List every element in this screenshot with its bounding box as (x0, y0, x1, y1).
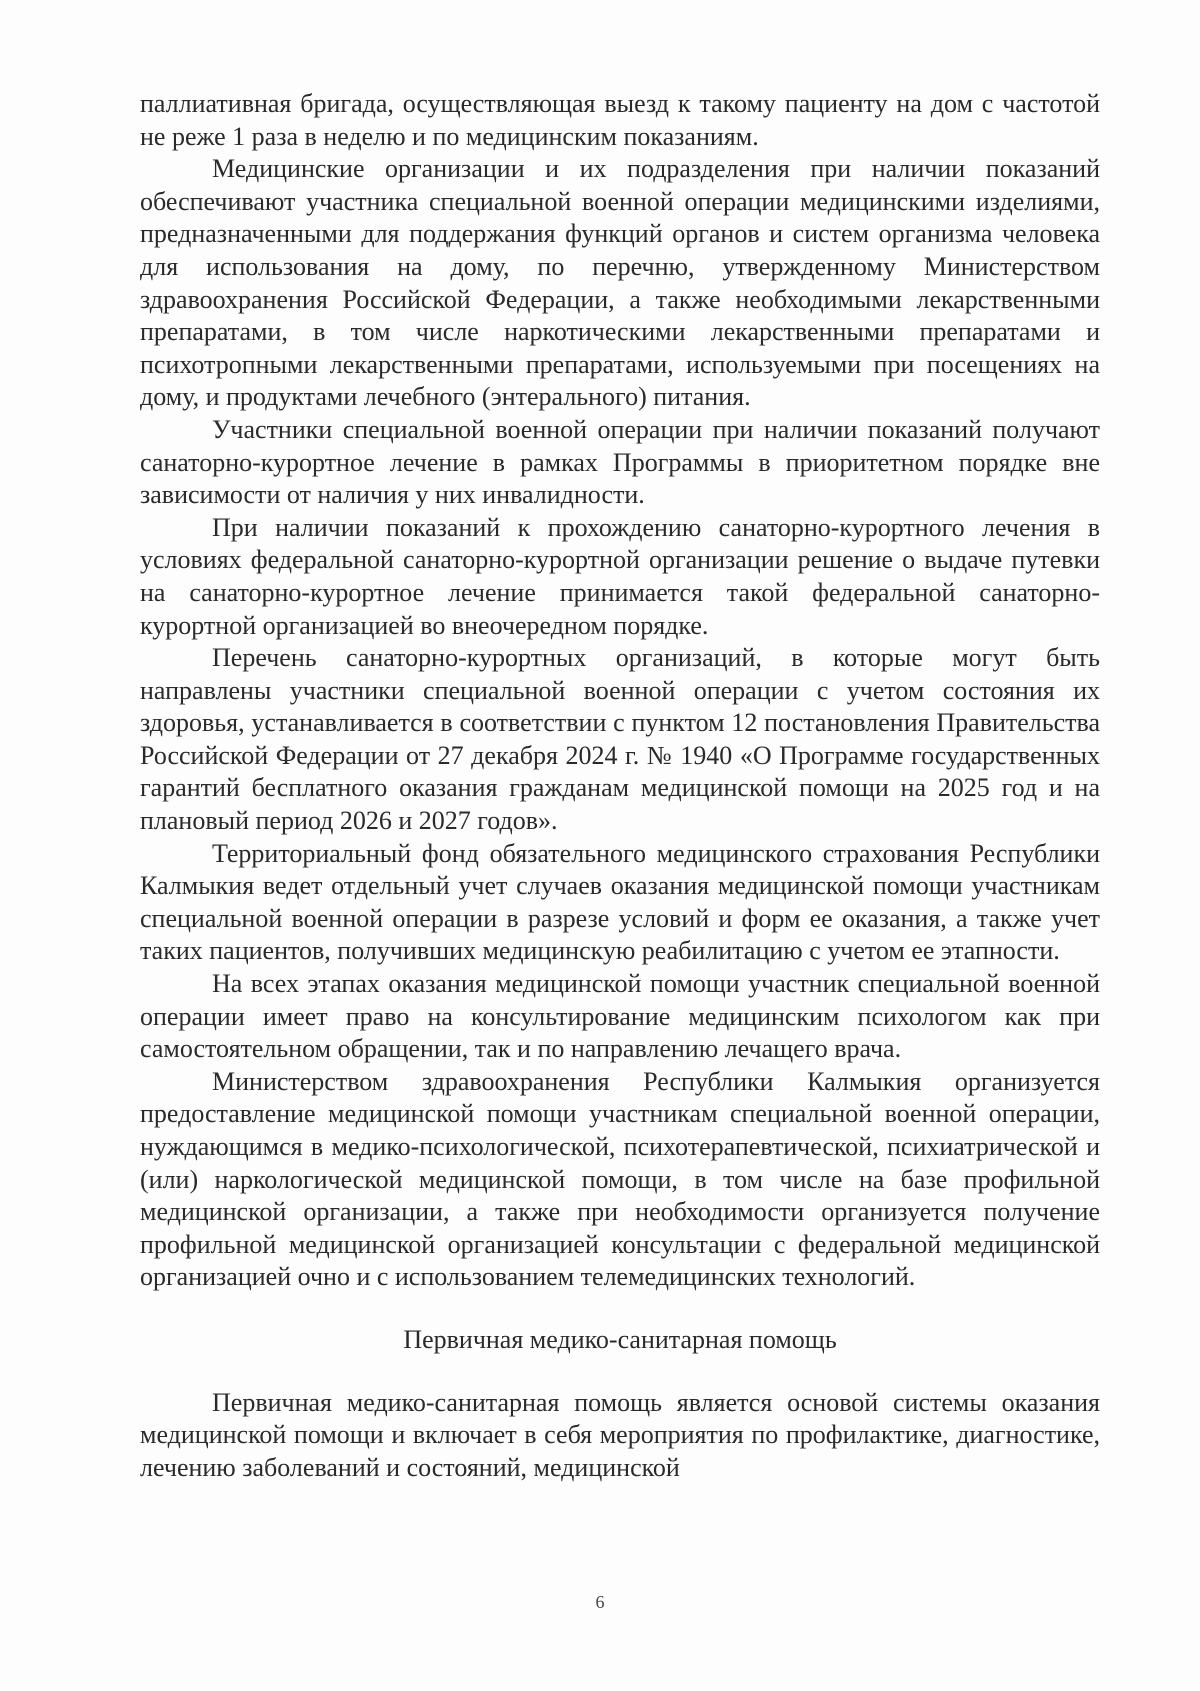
section-heading: Первичная медико-санитарная помощь (403, 1324, 837, 1354)
paragraph-primary-care: Первичная медико-санитарная помощь является основой системы оказания медицинской помощи и включает в себя мероприятия по профилактике, диагностике, лечению заболеваний и состояний, медицинской (140, 1387, 1100, 1482)
paragraph-ministry-care: Министерством здравоохранения Республики Калмыкия организуется предоставление медицинской помощи участникам специальной военной операции, нуждающимся в медико-психологической, психотерапевтической, психиатрической и (или) наркологической медицинской помощи, в том числе на базе профильной медицинской организации, а также при необходимости организуется получение профильной медицинской организацией консультации с федеральной медицинской организацией очно и с использованием телемедицинских технологий. (140, 1066, 1100, 1292)
paragraph-insurance-fund: Территориальный фонд обязательного медицинского страхования Республики Калмыкия ведет отдельный учет случаев оказания медицинской помощи участникам специальной военной операции в разрезе условий и форм ее оказания, а также учет таких пациентов, получивших медицинскую реабилитацию с учетом ее этапности. (140, 838, 1100, 966)
paragraph-sanatorium-treatment: Участники специальной военной операции при наличии показаний получают санаторно-курортное лечение в рамках Программы в приоритетном порядке вне зависимости от наличия у них инвалидности. (140, 414, 1100, 510)
paragraph-federal-sanatorium: При наличии показаний к прохождению санаторно-курортного лечения в условиях федеральной санаторно-курортной организации решение о выдаче путевки на санаторно-курортное лечение принимается такой федеральной санаторно-курортной организацией во внеочередном порядке. (140, 512, 1100, 640)
paragraph-psychologist: На всех этапах оказания медицинской помощи участник специальной военной операции имеет право на консультирование медицинским психологом как при самостоятельном обращении, так и по направлению лечащего врача. (140, 969, 1100, 1064)
page-number: 6 (595, 1592, 605, 1612)
paragraph-continuation: паллиативная бригада, осуществляющая выезд к такому пациенту на дом с частотой не реже 1 раза в неделю и по медицинским показаниям. (140, 89, 1100, 151)
document-body (140, 88, 1100, 1484)
paragraph-sanatorium-list: Перечень санаторно-курортных организаций, в которые могут быть направлены участники специальной военной операции с учетом состояния их здоровья, устанавливается в соответствии с пунктом 12 постановления Правительства Российской Федерации от 27 декабря 2024 г. № 1940 «О Программе государственных гарантий бесплатного оказания гражданам медицинской помощи на 2025 год и на плановый период 2026 и 2027 годов». (140, 643, 1100, 836)
paragraph-medical-devices: Медицинские организации и их подразделения при наличии показаний обеспечивают участника специальной военной операции медицинскими изделиями, предназначенными для поддержания функций органов и систем организма человека для использования на дому, по перечню, утвержденному Министерством здравоохранения Российской Федерации, а также необходимыми лекарственными препаратами, в том числе наркотическими лекарственными препаратами и психотропными лекарственными препаратами, используемыми при посещениях на дому, и продуктами лечебного (энтерального) питания. (140, 154, 1100, 412)
